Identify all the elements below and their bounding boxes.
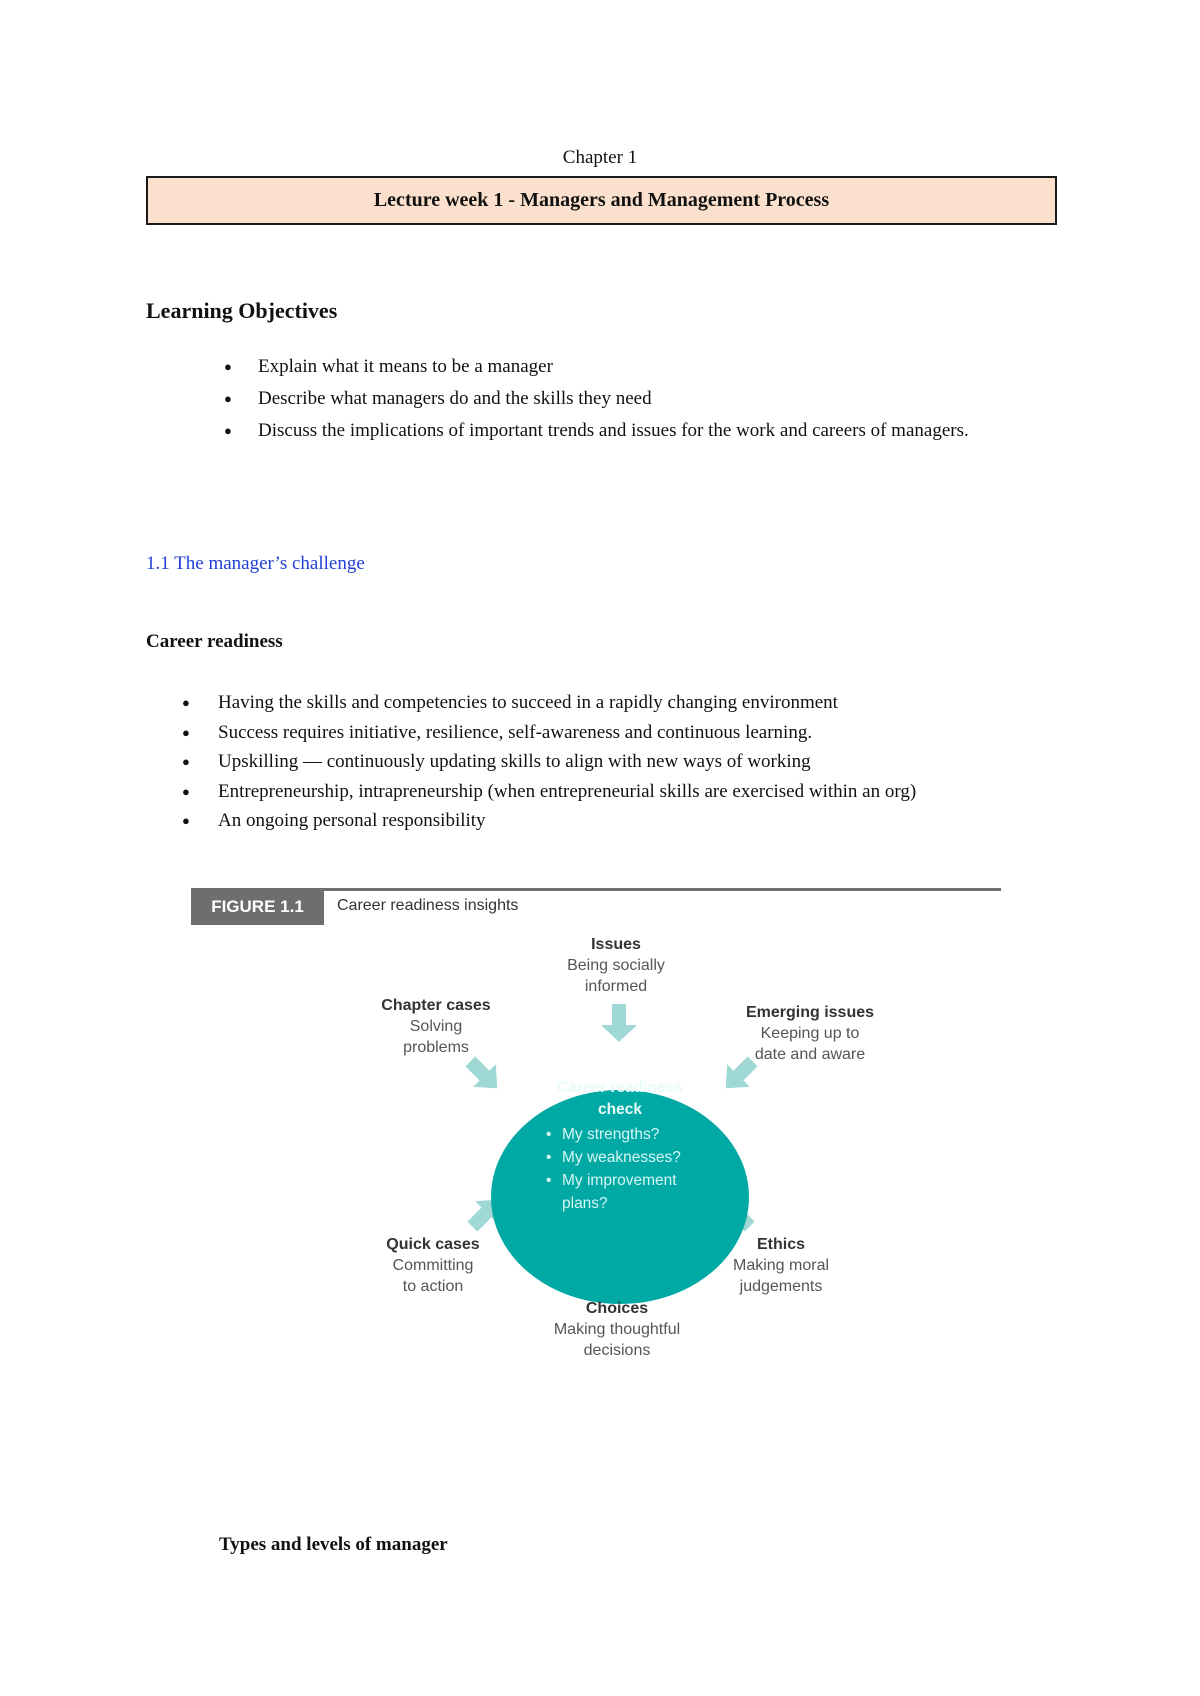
career-readiness-heading: Career readiness bbox=[146, 631, 283, 652]
node-text: Keeping up to bbox=[760, 1025, 860, 1042]
learning-objectives-list bbox=[224, 351, 1018, 447]
node-text: judgements bbox=[739, 1278, 823, 1295]
list-item-text: Entrepreneurship, intrapreneurship (when entrepreneurial skills are exercised within an org) bbox=[218, 780, 917, 802]
node-text: Making moral bbox=[732, 1257, 830, 1274]
node-text: to action bbox=[402, 1278, 464, 1295]
hub-list-item: • My strengths? bbox=[546, 1123, 712, 1146]
hub-list-item: • My weaknesses? bbox=[546, 1146, 712, 1169]
bullet-icon: ● bbox=[182, 813, 190, 828]
hub-list-item: • My improvement plans? bbox=[546, 1169, 712, 1215]
list-item bbox=[224, 351, 1018, 383]
list-item bbox=[182, 718, 1098, 748]
list-item bbox=[182, 747, 1098, 777]
node-title: Choices bbox=[585, 1300, 649, 1317]
bullet-icon: ● bbox=[224, 423, 232, 438]
list-item bbox=[182, 806, 1098, 836]
list-item-text: Success requires initiative, resilience, self-awareness and continuous learning. bbox=[218, 721, 813, 743]
node-title: Quick cases bbox=[386, 1236, 480, 1253]
list-item bbox=[182, 777, 1098, 807]
types-and-levels-heading: Types and levels of manager bbox=[219, 1534, 448, 1555]
node-text: informed bbox=[584, 978, 648, 995]
learning-objectives-heading: Learning Objectives bbox=[146, 298, 338, 323]
node-text: problems bbox=[403, 1039, 469, 1056]
list-item bbox=[224, 383, 1018, 415]
chapter-label: Chapter 1 bbox=[562, 147, 638, 168]
list-item bbox=[182, 688, 1098, 718]
node-issues bbox=[526, 934, 706, 997]
bullet-icon: ● bbox=[182, 695, 190, 710]
node-title: Ethics bbox=[756, 1236, 805, 1253]
section-heading-1-1: 1.1 The manager’s challenge bbox=[146, 553, 365, 574]
list-item-text: Upskilling — continuously updating skills to align with new ways of working bbox=[218, 751, 811, 772]
node-emerging-issues bbox=[720, 1002, 900, 1065]
list-item-text: Having the skills and competencies to succeed in a rapidly changing environment bbox=[218, 692, 838, 713]
node-quick-cases bbox=[343, 1234, 523, 1297]
node-text: date and aware bbox=[754, 1046, 866, 1063]
node-choices bbox=[527, 1298, 707, 1361]
node-title: Chapter cases bbox=[381, 997, 491, 1014]
node-text: Committing bbox=[392, 1257, 474, 1274]
bullet-icon: ● bbox=[224, 391, 232, 406]
lecture-title-box bbox=[146, 176, 1057, 225]
list-item bbox=[224, 415, 1018, 447]
node-text: decisions bbox=[583, 1342, 651, 1359]
bullet-icon: ● bbox=[224, 359, 232, 374]
lecture-title: Lecture week 1 - Managers and Management Process bbox=[373, 189, 830, 211]
node-title: Emerging issues bbox=[745, 1004, 875, 1021]
node-text: Solving bbox=[409, 1018, 463, 1035]
node-ethics bbox=[691, 1234, 871, 1297]
node-title: Issues bbox=[591, 936, 641, 953]
list-item-text: Discuss the implications of important trends and issues for the work and careers of managers. bbox=[258, 420, 969, 441]
list-item-text: An ongoing personal responsibility bbox=[218, 810, 486, 831]
list-item-text: Explain what it means to be a manager bbox=[258, 356, 553, 377]
node-text: Making thoughtful bbox=[553, 1321, 681, 1338]
hub-list bbox=[546, 1123, 712, 1215]
figure-label: FIGURE 1.1 bbox=[191, 888, 324, 925]
bullet-icon: ● bbox=[182, 754, 190, 769]
hub-title bbox=[491, 1077, 749, 1121]
bullet-icon: ● bbox=[182, 724, 190, 740]
hub-title-line: Career readiness bbox=[557, 1079, 683, 1096]
career-readiness-list bbox=[182, 688, 1098, 836]
figure-career-readiness bbox=[191, 880, 1001, 1360]
hub-title-line: check bbox=[598, 1101, 642, 1118]
bullet-icon: ● bbox=[182, 783, 190, 799]
list-item-text: Describe what managers do and the skills they need bbox=[258, 388, 652, 409]
figure-caption: Career readiness insights bbox=[337, 897, 519, 914]
node-chapter-cases bbox=[346, 995, 526, 1058]
arrow-down-icon bbox=[601, 1004, 637, 1042]
node-text: Being socially bbox=[567, 957, 665, 974]
